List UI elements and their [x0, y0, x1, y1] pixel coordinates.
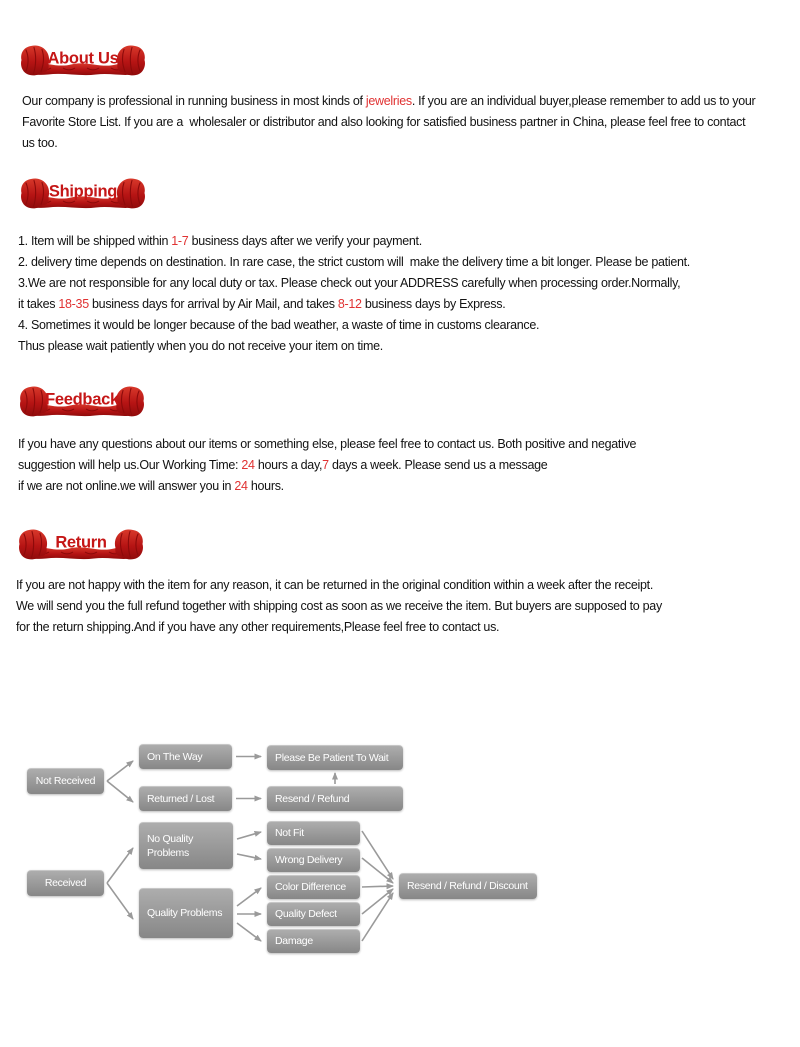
shipping-paragraph: 1. Item will be shipped within 1-7 business days after we verify your payment. 2. delivery time depends on destination. In rare case, the strict custom will make the delivery time a bit longer. Please be patient. 3.We are not responsible for any local duty or tax. Please check out your ADDRESS carefully when processing order.Normally, it takes 18-35 business days for arrival by Air Mail, and takes 8-12 business days by Express. 4. Sometimes it would be longer because of the bad weather, a waste of time in customs clearance. Thus please wait patiently when you do not receive your item on time. — [18, 234, 690, 353]
flowchart-node-on-the-way: On The Way — [139, 744, 232, 769]
flowchart-node-resend-refund: Resend / Refund — [267, 786, 403, 811]
about-ribbon-banner-icon — [19, 44, 147, 78]
flowchart-node-received: Received — [27, 870, 104, 896]
return-ribbon-banner-icon — [17, 528, 145, 562]
feedback-ribbon-banner-icon — [18, 385, 146, 419]
flowchart-node-please-wait: Please Be Patient To Wait — [267, 745, 403, 770]
return-paragraph: If you are not happy with the item for any reason, it can be returned in the original condition within a week after the receipt. We will send you the full refund together with shipping cost as soon as we receive the item. But buyers are supposed to pay for the return shipping.And if you have any other requirements,Please feel free to contact us. — [16, 578, 662, 634]
about-section-title: About Us — [47, 49, 119, 68]
flowchart-node-color-difference: Color Difference — [267, 875, 360, 899]
flowchart-node-not-received: Not Received — [27, 768, 104, 794]
flowchart-node-no-quality-problems: No Quality Problems — [139, 822, 233, 869]
service-flowchart — [0, 727, 560, 962]
shipping-section-title: Shipping — [48, 182, 118, 201]
shipping-ribbon-banner-icon — [19, 177, 147, 211]
flowchart-node-quality-defect: Quality Defect — [267, 902, 360, 926]
feedback-section-title: Feedback — [45, 390, 119, 409]
flowchart-node-wrong-delivery: Wrong Delivery — [267, 848, 360, 872]
return-section-title: Return — [55, 533, 107, 552]
flowchart-node-returned-lost: Returned / Lost — [139, 786, 232, 811]
about-paragraph: Our company is professional in running business in most kinds of jewelries. If you are an individual buyer,please remember to add us to your Favorite Store List. If you are a wholesaler or distributor and also looking for satisfied business partner in China, please feel free to contact us too. — [22, 94, 756, 150]
flowchart-node-damage: Damage — [267, 929, 360, 953]
feedback-paragraph: If you have any questions about our items or something else, please feel free to contact us. Both positive and negative suggestion will help us.Our Working Time: 24 hours a day,7 days a week. Please send us a message if we are not online.we will answer you in 24 hours. — [18, 437, 637, 493]
flowchart-node-quality-problems: Quality Problems — [139, 888, 233, 938]
flowchart-node-resend-refund-discount: Resend / Refund / Discount — [399, 873, 537, 899]
flowchart-node-not-fit: Not Fit — [267, 821, 360, 845]
